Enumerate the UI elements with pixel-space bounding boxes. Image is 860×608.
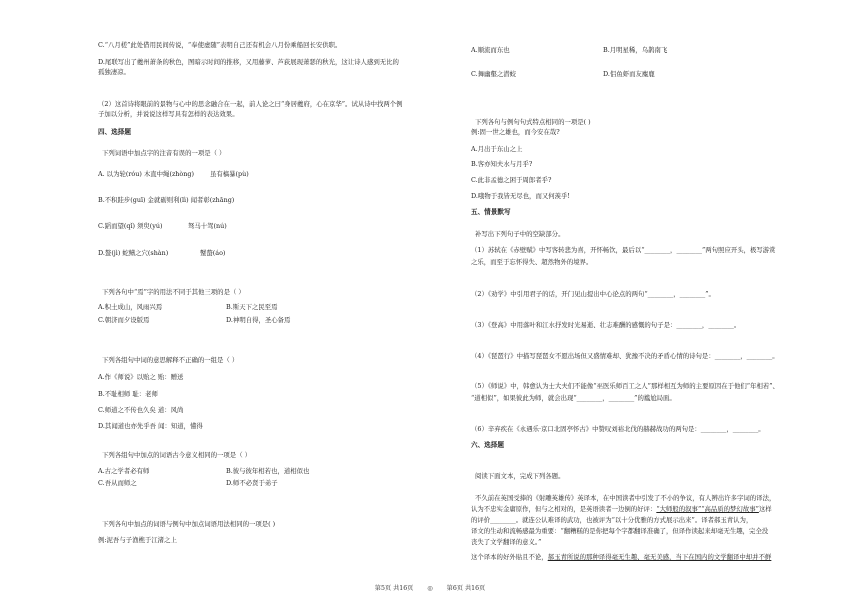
option-b: B.不耻相师 耻：老师 xyxy=(98,390,158,398)
option-b: B.客亦知夫水与月乎? xyxy=(471,160,533,168)
passage-line: 不久前在英国受捧的《射雕英雄传》英译本，在中国读者中引发了不小的争议，有人辨出许多字词的译法， xyxy=(475,494,776,502)
section-heading-5: 五、情景默写 xyxy=(471,208,511,216)
option-d: D.神明自得，圣心备焉 xyxy=(226,316,291,324)
example-sentence: 例:固一世之雄也，而今安在哉? xyxy=(471,128,560,136)
option-b: B.斯天下之民至焉 xyxy=(226,303,278,311)
underlined-phrase: “大师般的叙事”“高品质的梦幻故事” xyxy=(656,505,759,513)
question-stem: 下列各句中“焉”字的用法不同于其他三项的是（ ） xyxy=(102,288,245,296)
option-d: D.尾联写出了夔州萧条的秋色，图暗示时间的推移，又用藤萝、芦荻展现萧瑟的秋光，这让诗人感到无比的 xyxy=(98,58,399,66)
option-d: D.其闻道也亦先乎吾 闻：知道，懂得 xyxy=(98,422,203,430)
example-sentence: 例:泥吾与子渔樵于江渚之上 xyxy=(98,536,177,544)
fill-item-1-continued: 之乐，而至于忘怀得失、超然物外的境界。 xyxy=(471,258,593,266)
option-a: A.顺流而东也 xyxy=(471,46,510,54)
option-c: C.此非孟德之困于周郎者乎? xyxy=(471,176,552,184)
option-d: D.哦物于我皆无尽也，而又何羡乎! xyxy=(471,192,570,200)
page-footer xyxy=(0,583,860,592)
separator-icon: ◎ xyxy=(427,585,433,592)
option-d-extra: 蟹螯(áo) xyxy=(200,249,226,257)
fill-item-5: （5）《师说》中，韩愈认为士大夫们不能像“巫医乐师百工之人”那样相互为师的主要原因在于他们“年相若”、 xyxy=(471,382,779,390)
passage-line xyxy=(471,553,771,561)
option-a: A.月出于东山之上 xyxy=(471,145,523,153)
option-c: C.吾从而师之 xyxy=(98,479,137,487)
option-c: C.师道之不传也久矣 道：风尚 xyxy=(98,406,184,414)
option-a: A.古之学者必有师 xyxy=(98,467,150,475)
question-stem: 下列各组句中词的意思解释不正确的一组是（ ） xyxy=(102,356,239,364)
option-c: C.舞幽壑之潜蛟 xyxy=(471,70,517,78)
passage-line: 丧失了文学翻译的意义。” xyxy=(471,538,542,546)
passage-line xyxy=(471,505,772,513)
passage-text: 这样 xyxy=(758,505,772,513)
option-c: C.蹈而望(qǐ) 须臾(yú) xyxy=(98,222,163,230)
fill-item-4: （4）《琵琶行》中描写琵琶女不愿出场但又盛情难却、犹豫不决的矛盾心情的诗句是：________，________。 xyxy=(471,352,779,360)
page-number-left: 第5页 共16页 xyxy=(374,585,414,592)
reading-instruction: 阅读下面文本，完成下列各题。 xyxy=(475,472,565,480)
question-stem: 下列词语中加点字的注音有误的一项是（ ） xyxy=(102,149,226,157)
passage-line: 的评价________。就连公认难译的武功，也被评为“以十分优雅的方式展示出来”。译者郝玉青认为， xyxy=(471,516,753,524)
option-c: C.“八月槎”此处借用民间传说，“奉使虚随”表明自己还有机会八月份乘船回长安供职。 xyxy=(98,41,342,49)
option-c: C.朝济而夕设版焉 xyxy=(98,316,150,324)
fill-item-5-continued: “道相似”，如果彼此为师，就会出现“________，________”的尴尬局面。 xyxy=(471,394,676,402)
option-c-extra: 驽马十驾(nú) xyxy=(188,222,227,230)
option-b: B.月明星稀，乌鹊南飞 xyxy=(603,46,668,54)
passage-line: 译文的生动和流畅感最为重要：“翻糟糕的是你把每个字都翻译准确了，但译作读起来却毫无生趣，完全没 xyxy=(471,527,769,535)
question-stem: 下列各组句中加点的词语古今意义相同的一项是（ ） xyxy=(102,451,252,459)
question-stem: 下列各句中加点的词语与例句中加点词语用法相同的一项是( ) xyxy=(102,520,276,528)
passage-text: 认为不忠实金庸原作，但与之相对的，是英语读者一边倒的好评： xyxy=(471,505,657,513)
option-b: B.彼与彼年相若也，道相似也 xyxy=(226,467,310,475)
option-d: D.侣鱼虾而友麋鹿 xyxy=(603,70,655,78)
fill-item-6: （6）辛弃疾在《永遇乐·京口北固亭怀古》中赞叹刘裕北伐的赫赫战功的两句是：________，________。 xyxy=(471,425,765,433)
option-a: A.积土成山，风雨兴焉 xyxy=(98,303,163,311)
option-d: D.师不必贤于弟子 xyxy=(226,479,278,487)
section-heading-6: 六、选择题 xyxy=(471,441,504,449)
option-a: A.作《师说》以贻之 贻：赠送 xyxy=(98,373,184,381)
question-2-text: （2）这首诗将眼前的景物与心中的思念融合在一起，前人论之曰“身居夔府，心在京华”。试从诗中找两个例 xyxy=(98,100,403,108)
page-number-right: 第6页 共16页 xyxy=(446,585,486,592)
underlined-sentence: 郝玉青所说的那种译得毫无生趣、毫无美感，当下在国内的文学翻译中却并不鲜 xyxy=(547,553,772,561)
instruction: 补写出下列句子中的空缺部分。 xyxy=(475,230,565,238)
fill-item-3: （3）《登高》中用落叶和江水抒发时光易逝、壮志难酬的感慨的句子是：________，________。 xyxy=(471,321,741,329)
option-d-continued: 孤独凄凉。 xyxy=(98,68,130,76)
question-stem: 下列各句与例句句式特点相同的一项是( ) xyxy=(475,118,591,126)
option-a-extra: 虽有槁暴(pù) xyxy=(210,170,249,178)
question-2-text-continued: 子加以分析，并说说这样写具有怎样的表达效果。 xyxy=(98,110,239,118)
option-d: D.螯(jì) 蛇鳝之穴(shàn) xyxy=(98,249,169,257)
option-b: B.不积跬步(guī) 金就砺则利(lì) 闻者彰(zhāng) xyxy=(98,196,235,204)
fill-item-1: （1）苏轼在《赤壁赋》中写客转悲为喜，开怀畅饮，最后以“________，________”两句照应开头，极写游赏 xyxy=(471,246,776,254)
option-a: A. 以为轮(róu) 木直中绳(zhòng) xyxy=(98,170,194,178)
section-heading-4: 四、选择题 xyxy=(98,128,131,136)
passage-text: 这个译本的好外貼且不论， xyxy=(471,553,548,561)
fill-item-2: （2）《劝学》中引用君子的话，开门见山提出中心论点的两句“________，________”。 xyxy=(471,290,715,298)
